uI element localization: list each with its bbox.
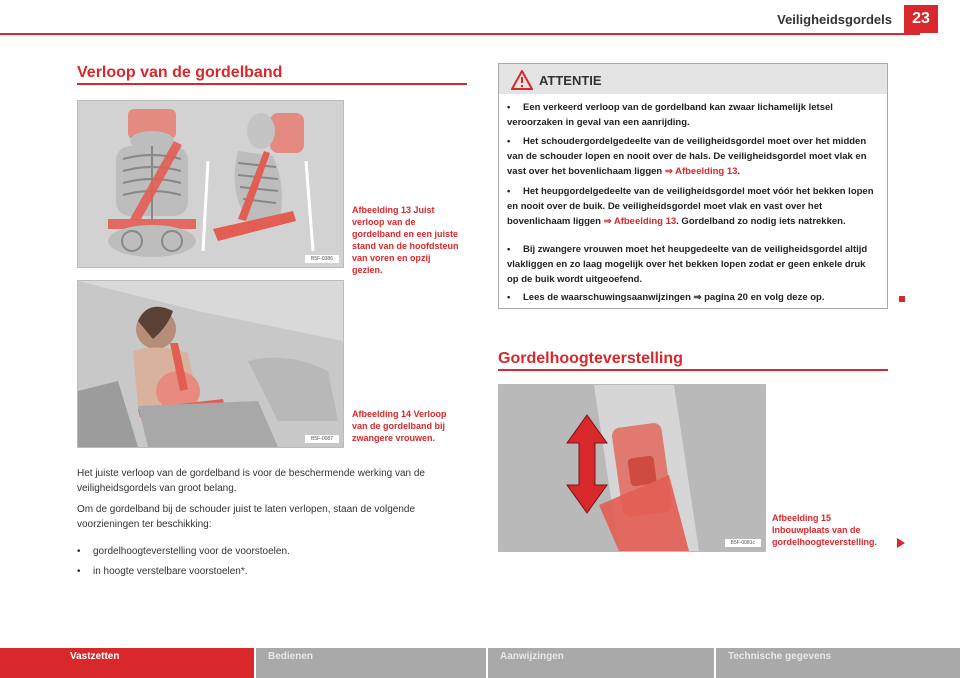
attention-item: • Een verkeerd verloop van de gordelband kan zwaar lichamelijk letsel veroorzaken in geval van een aanrijding. [507,102,833,128]
attention-box [498,63,888,309]
attention-title: ATTENTIE [539,73,602,88]
figure-14-illustration [78,281,343,447]
figure-13-illustration [78,101,343,267]
figure-14-pregnant-belt [77,280,344,448]
figure-15-label: Afbeelding 15 [772,513,832,523]
section-rule [77,83,467,85]
tab-bedienen[interactable]: Bedienen [256,648,486,678]
figure-15-illustration [499,385,765,551]
figure-13-caption-text: Juist verloop van de gordelband en een juiste stand van de hoofdsteun van voren en opzij gezien. [352,205,459,275]
tab-vastzetten[interactable]: Vastzetten [0,648,254,678]
figure-code: B5F-0087 [305,435,339,443]
figure-14-label: Afbeelding 14 [352,409,412,419]
continue-arrow-icon[interactable] [896,537,906,549]
figure-code: B5F-0081c [725,539,761,547]
tab-aanwijzingen[interactable]: Aanwijzingen [488,648,714,678]
figure-15-caption [772,512,884,548]
tab-technische-gegevens[interactable]: Technische gegevens [716,648,960,678]
paragraph-provisions: Om de gordelband bij de schouder juist te laten verlopen, staan de volgende voorzieningen ter beschikking: [77,504,416,530]
figure-13-link[interactable]: ⇒ Afbeelding 13 [603,216,677,227]
figure-14-caption-text: Verloop van de gordelband bij zwangere vrouwen. [352,409,447,443]
running-header-title: Veiligheidsgordels [777,12,892,27]
attention-item: • Lees de waarschuwingsaanwijzingen ⇒ pagina 20 en volg deze op. [507,292,825,303]
warning-triangle-icon [511,70,533,90]
figure-13-caption [352,204,462,276]
attention-item: • Het schoudergordelgedeelte van de veiligheidsgordel moet over het midden van de schouder lopen en nooit over de hals. De veiligheidsgordel moet vlak en vast over het bovenlichaam liggen ⇒ Afbeelding 13. [507,136,867,177]
figure-13-label: Afbeelding 13 [352,205,412,215]
attention-item: • Het heupgordelgedeelte van de veiligheidsgordel moet vóór het bekken lopen en nooit over de buik. De veiligheidsgordel moet vlak en vast over het bovenlichaam liggen ⇒ Afbeelding 13. Gordelband zo nodig iets natrekken. [507,186,874,227]
list-item: • in hoogte verstelbare voorstoelen*. [77,566,248,577]
figure-13-link[interactable]: ⇒ Afbeelding 13 [664,166,738,177]
list-item: • gordelhoogteverstelling voor de voorstoelen. [77,546,290,557]
figure-15-height-adjuster [498,384,766,552]
figure-15-caption-text: Inbouwplaats van de gordelhoogteverstelling. [772,525,878,547]
page-number: 23 [904,5,938,33]
section-title-belt-height: Gordelhoogteverstelling [498,350,683,367]
paragraph-belt-importance: Het juiste verloop van de gordelband is voor de beschermende werking van de veiligheidsgordels van groot belang. [77,468,425,494]
footer-nav [0,648,960,678]
section-rule [498,369,888,371]
figure-code: B5F-0386 [305,255,339,263]
section-title-belt-routing: Verloop van de gordelband [77,64,283,81]
figure-13-belt-routing [77,100,344,268]
attention-item: • Bij zwangere vrouwen moet het heupgedeelte van de veiligheidsgordel altijd vlakliggen en zo laag mogelijk over het bekken lopen zodat er geen enkele druk op de buik wordt uitgeoefend. [507,244,868,285]
end-square-icon [899,296,905,302]
header-rule [0,33,920,35]
figure-14-caption [352,408,462,444]
